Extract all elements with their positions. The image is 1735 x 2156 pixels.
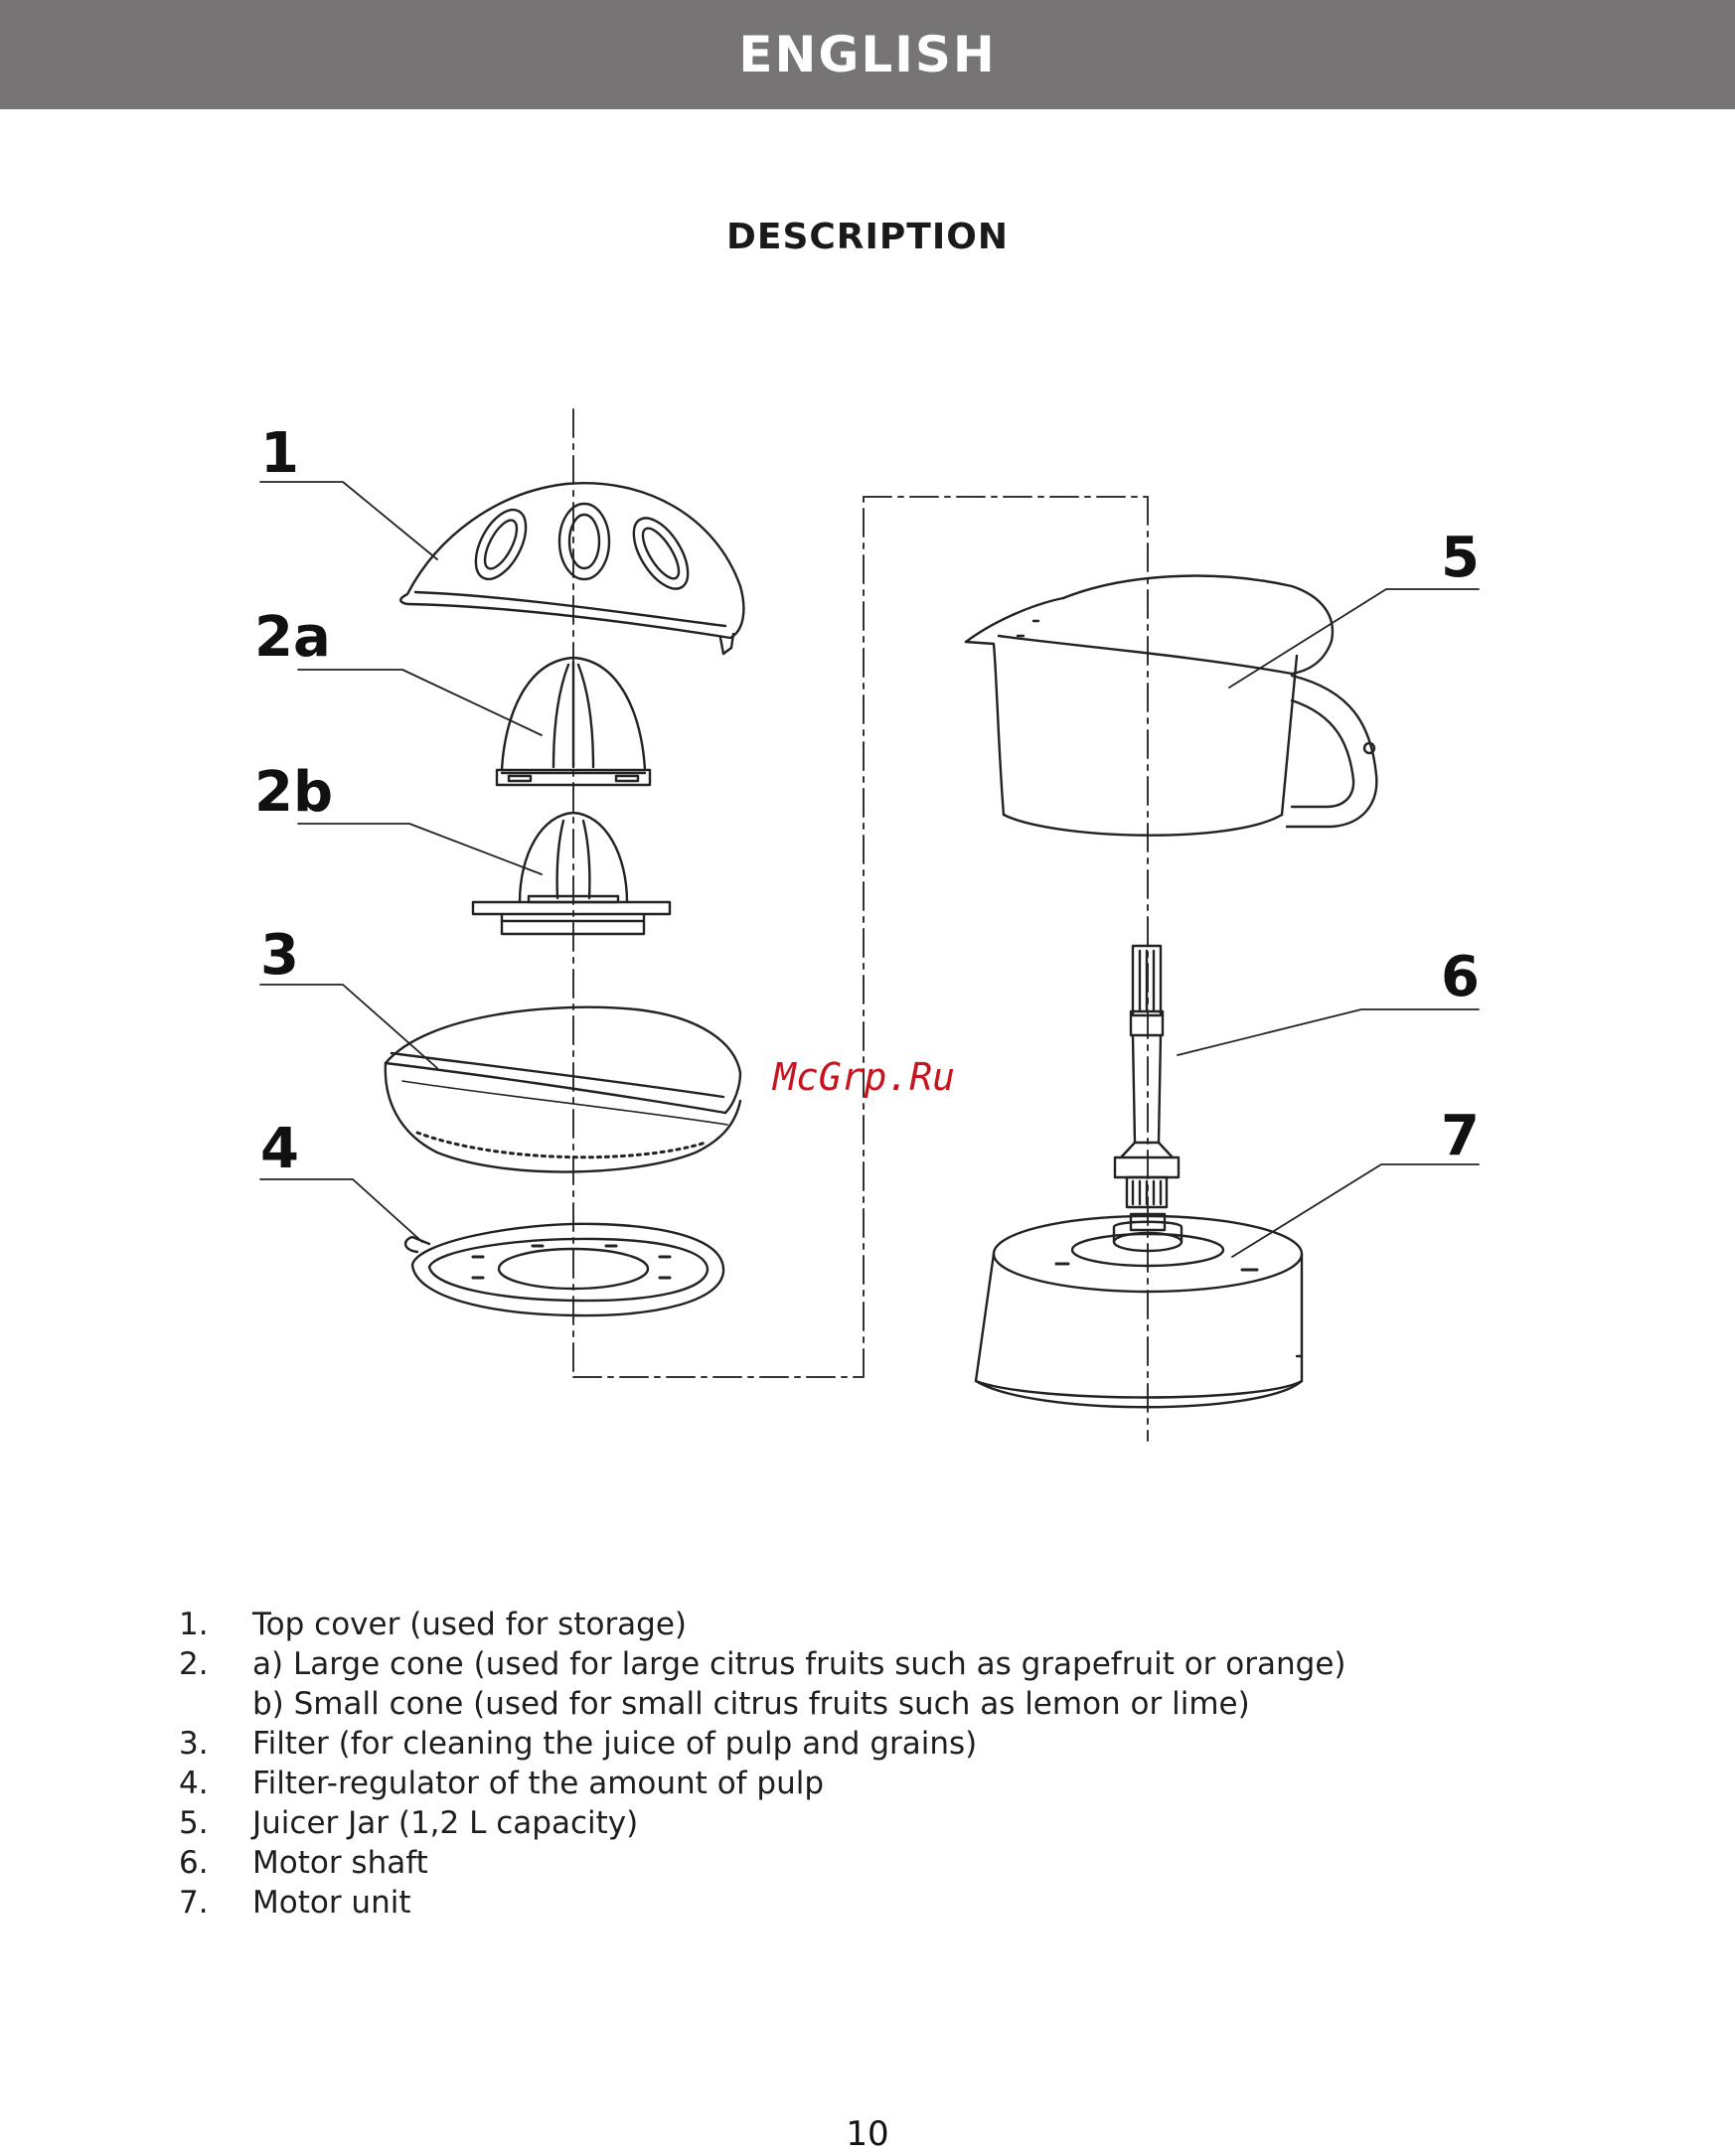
small-cone-illustration xyxy=(473,813,670,934)
language-header-bar xyxy=(0,0,1735,109)
watermark-text: McGrp.Ru xyxy=(773,1055,956,1099)
callout-5: 5 xyxy=(1441,526,1480,590)
callout-2a: 2a xyxy=(254,605,331,670)
callout-6: 6 xyxy=(1441,945,1480,1009)
callout-1: 1 xyxy=(260,421,299,486)
exploded-parts-diagram xyxy=(0,378,1735,1490)
parts-list xyxy=(179,1605,1346,1923)
juicer-jar-illustration xyxy=(966,576,1376,836)
part-description: Top cover (used for storage) xyxy=(252,1607,688,1642)
part-description: Motor shaft xyxy=(252,1845,428,1881)
filter-regulator-illustration xyxy=(405,1224,723,1315)
callout-3: 3 xyxy=(260,923,299,988)
callout-4: 4 xyxy=(260,1117,299,1181)
part-number: 3. xyxy=(179,1726,209,1762)
top-cover-illustration xyxy=(400,483,743,654)
part-description: b) Small cone (used for small citrus fruits such as lemon or lime) xyxy=(252,1686,1250,1722)
part-number: 2. xyxy=(179,1646,209,1682)
parts-list-item xyxy=(179,1803,1346,1843)
part-description: Filter-regulator of the amount of pulp xyxy=(252,1766,825,1801)
part-number: 1. xyxy=(179,1607,209,1642)
parts-list-item xyxy=(179,1724,1346,1764)
part-description: Motor unit xyxy=(252,1885,411,1921)
callout-7: 7 xyxy=(1441,1104,1480,1168)
part-number: 7. xyxy=(179,1885,209,1921)
language-label: ENGLISH xyxy=(738,26,997,83)
section-title: DESCRIPTION xyxy=(725,217,1009,257)
part-description: Filter (for cleaning the juice of pulp and grains) xyxy=(252,1726,978,1762)
callout-2b: 2b xyxy=(254,760,334,825)
large-cone-illustration xyxy=(497,658,650,785)
part-number: 5. xyxy=(179,1805,209,1841)
part-description: Juicer Jar (1,2 L capacity) xyxy=(252,1805,639,1841)
part-number: 4. xyxy=(179,1766,209,1801)
parts-list-item xyxy=(179,1644,1346,1724)
parts-list-item xyxy=(179,1764,1346,1803)
parts-list-item xyxy=(179,1843,1346,1883)
part-number: 6. xyxy=(179,1845,209,1881)
part-description: a) Large cone (used for large citrus fruits such as grapefruit or orange) xyxy=(252,1646,1346,1682)
parts-list-item xyxy=(179,1605,1346,1644)
parts-list-item xyxy=(179,1883,1346,1923)
filter-illustration xyxy=(386,1007,740,1172)
page-number: 10 xyxy=(846,2114,889,2154)
